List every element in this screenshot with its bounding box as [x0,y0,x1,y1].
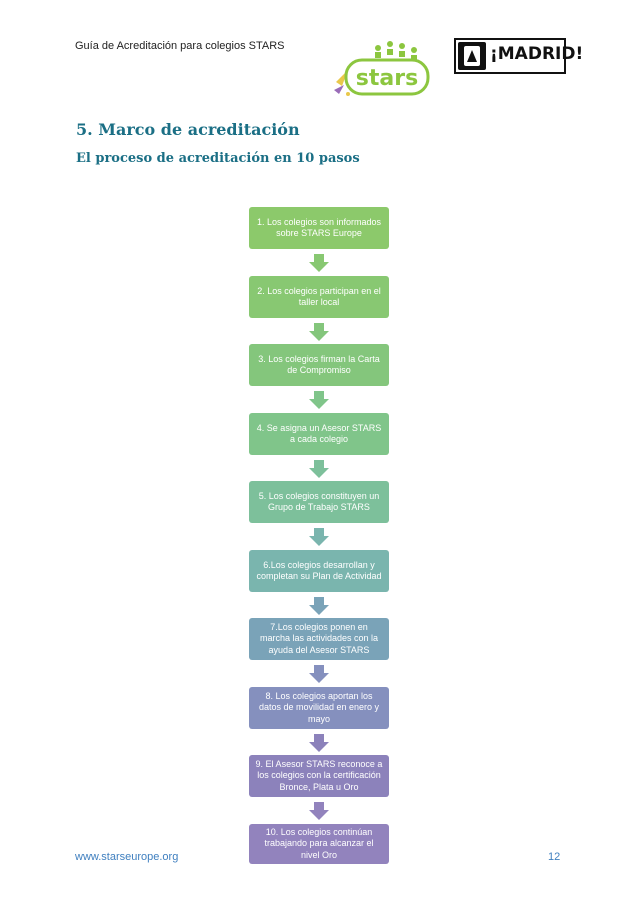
flow-arrow-icon [309,323,329,341]
flow-step-1: 1. Los colegios son informados sobre STARS Europe [249,207,389,249]
page-number: 12 [548,851,561,863]
flow-arrow-icon [309,528,329,546]
footer-website[interactable]: www.starseurope.org [75,851,179,863]
stars-logo-text: stars [355,66,419,91]
flow-step-3: 3. Los colegios firman la Carta de Compromiso [249,344,389,386]
flow-step-9: 9. El Asesor STARS reconoce a los colegios con la certificación Bronce, Plata u Oro [249,755,389,797]
flow-step-8: 8. Los colegios aportan los datos de movilidad en enero y mayo [249,687,389,729]
flow-arrow-icon [309,391,329,409]
flow-arrow-icon [309,597,329,615]
flow-step-5: 5. Los colegios constituyen un Grupo de Trabajo STARS [249,481,389,523]
madrid-logo-text: ¡MADRID! [490,44,584,64]
flow-step-6: 6.Los colegios desarrollan y completan su Plan de Actividad [249,550,389,592]
flow-step-2: 2. Los colegios participan en el taller local [249,276,389,318]
flow-arrow-icon [309,665,329,683]
section-title: 5. Marco de acreditación [76,120,300,139]
flow-arrow-icon [309,734,329,752]
header-title: Guía de Acreditación para colegios STARS [75,40,285,52]
flow-step-7: 7.Los colegios ponen en marcha las actividades con la ayuda del Asesor STARS [249,618,389,660]
flow-step-4: 4. Se asigna un Asesor STARS a cada colegio [249,413,389,455]
section-subtitle: El proceso de acreditación en 10 pasos [76,151,360,166]
flow-step-10: 10. Los colegios continúan trabajando para alcanzar el nivel Oro [249,824,389,864]
flow-arrow-icon [309,802,329,820]
flow-arrow-icon [309,254,329,272]
flow-arrow-icon [309,460,329,478]
